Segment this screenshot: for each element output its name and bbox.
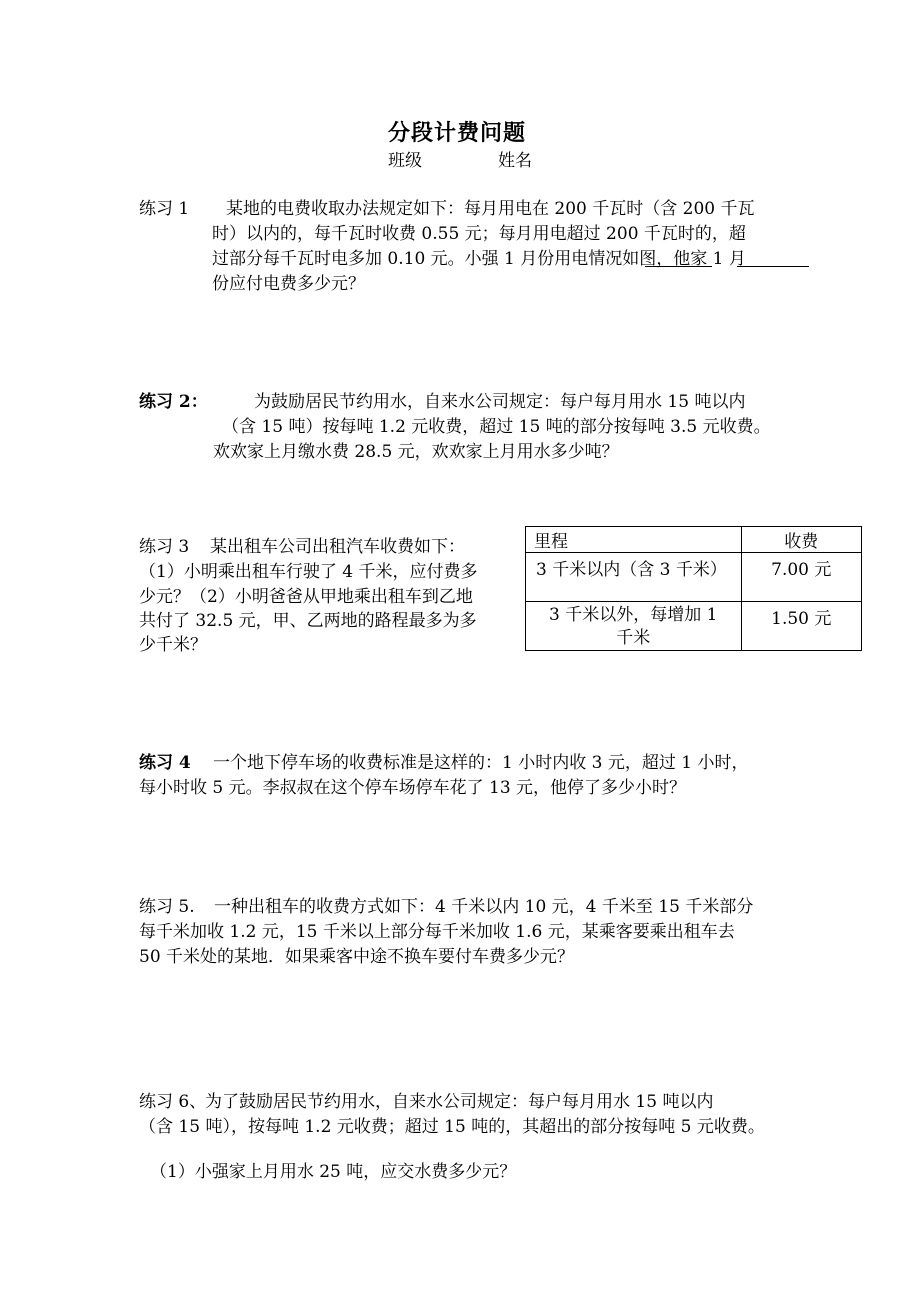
exercise-2-label: 练习 2： bbox=[139, 392, 208, 412]
page-title: 分段计费问题 bbox=[388, 120, 527, 146]
exercise-6-line-2: （含 15 吨），按每吨 1.2 元收费；超过 15 吨的，其超出的部分按每吨 5 元收费。 bbox=[139, 1117, 765, 1137]
exercise-6-question-1: （1）小强家上月用水 25 吨，应交水费多少元？ bbox=[150, 1162, 517, 1182]
exercise-4-label: 练习 4 bbox=[139, 753, 191, 773]
fare-table-cell-fee: 7.00 元 bbox=[741, 553, 861, 602]
exercise-3-label: 练习 3 bbox=[139, 537, 190, 557]
exercise-2-line-2: （含 15 吨）按每吨 1.2 元收费，超过 15 吨的部分按每吨 3.5 元收费。 bbox=[222, 417, 771, 437]
fare-table-header-distance: 里程 bbox=[526, 527, 742, 553]
fare-table bbox=[525, 526, 862, 651]
fare-table-cell-distance: 3 千米以内（含 3 千米） bbox=[526, 553, 742, 602]
fare-table-row bbox=[526, 602, 862, 651]
fare-table-header-fee: 收费 bbox=[741, 527, 861, 553]
fare-table-header-row bbox=[526, 527, 862, 553]
answer-blank-2 bbox=[737, 266, 809, 267]
exercise-1-line-1: 某地的电费收取办法规定如下：每月用电在 200 千瓦时（含 200 千瓦 bbox=[226, 199, 755, 219]
fare-table-cell-distance-line-1: 3 千米以外，每增加 1 bbox=[549, 605, 718, 625]
exercise-1-line-2: 时）以内的，每千瓦时收费 0.55 元；每月用电超过 200 千瓦时的，超 bbox=[212, 224, 746, 244]
exercise-4-line-1: 一个地下停车场的收费标准是这样的：1 小时内收 3 元，超过 1 小时， bbox=[213, 753, 749, 773]
exercise-3-line-4: 共付了 32.5 元，甲、乙两地的路程最多为多 bbox=[139, 611, 477, 631]
exercise-2-line-3: 欢欢家上月缴水费 28.5 元，欢欢家上月用水多少吨？ bbox=[213, 442, 619, 462]
exercise-5-line-1: 一种出租车的收费方式如下：4 千米以内 10 元，4 千米至 15 千米部分 bbox=[214, 897, 754, 917]
fare-table-cell-fee: 1.50 元 bbox=[741, 602, 861, 651]
exercise-3-line-2: （1）小明乘出租车行驶了 4 千米，应付费多 bbox=[139, 562, 478, 582]
fare-table-cell-distance bbox=[526, 602, 742, 651]
exercise-5-line-2: 每千米加收 1.2 元，15 千米以上部分每千米加收 1.6 元，某乘客要乘出租车去 bbox=[139, 922, 735, 942]
fare-table-cell-distance-line-2: 千米 bbox=[616, 628, 651, 648]
exercise-5-label: 练习 5. bbox=[139, 897, 195, 917]
class-label: 班级 bbox=[388, 151, 422, 171]
exercise-6-label: 练习 6、 bbox=[139, 1092, 207, 1112]
exercise-3-line-1: 某出租车公司出租汽车收费如下： bbox=[210, 537, 465, 557]
exercise-3-line-3: 少元？（2）小明爸爸从甲地乘出租车到乙地 bbox=[139, 587, 473, 607]
exercise-1-line-3: 过部分每千瓦时电多加 0.10 元。小强 1 月份用电情况如图，他家 1 月 bbox=[212, 249, 746, 269]
exercise-5-line-3: 50 千米处的某地．如果乘客中途不换车要付车费多少元？ bbox=[139, 947, 575, 967]
exercise-6-line-1: 为了鼓励居民节约用水，自来水公司规定：每户每月用水 15 吨以内 bbox=[205, 1092, 714, 1112]
name-label: 姓名 bbox=[498, 151, 532, 171]
exercise-2-line-1: 为鼓励居民节约用水，自来水公司规定：每户每月用水 15 吨以内 bbox=[254, 392, 746, 412]
answer-blank-1 bbox=[645, 266, 712, 267]
exercise-1-line-4: 份应付电费多少元？ bbox=[212, 274, 365, 294]
exercise-1-label: 练习 1 bbox=[139, 199, 190, 219]
exercise-3-line-5: 少千米？ bbox=[139, 635, 207, 655]
fare-table-row bbox=[526, 553, 862, 602]
exercise-4-line-2: 每小时收 5 元。李叔叔在这个停车场停车花了 13 元，他停了多少小时？ bbox=[139, 778, 687, 798]
